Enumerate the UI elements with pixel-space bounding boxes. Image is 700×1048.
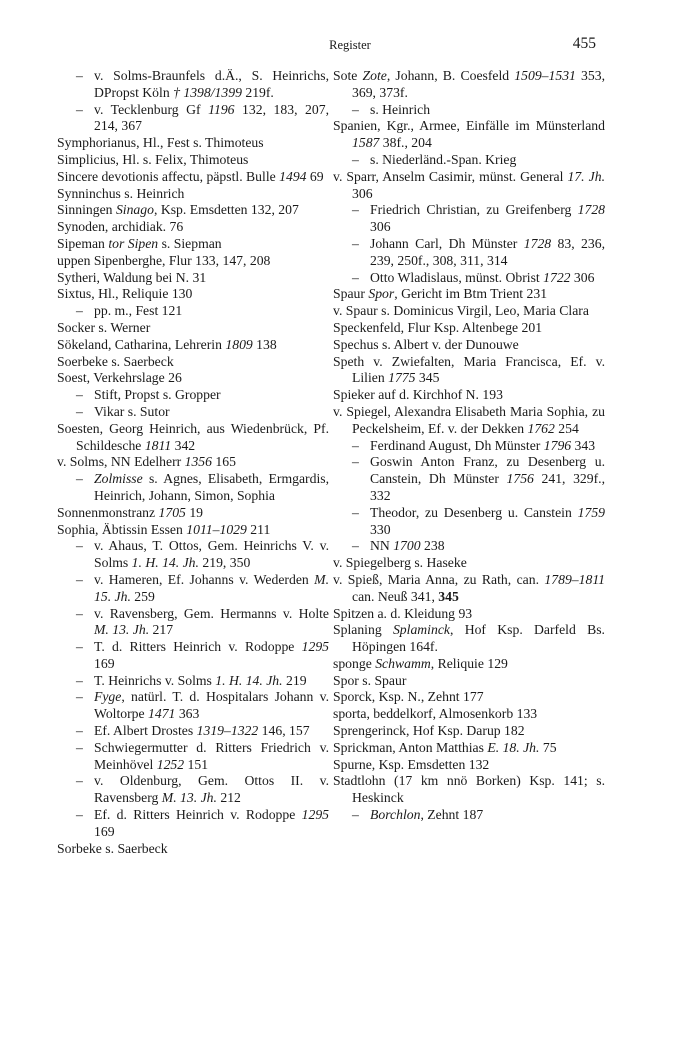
index-entry: Sökeland, Catharina, Lehrerin 1809 138 [57, 336, 277, 352]
index-subentry: – v. Ravensberg, Gem. Hermanns v. Holte M. 13. Jh. 217 [76, 605, 329, 638]
index-entry: Sonnenmonstranz 1705 19 [57, 504, 203, 520]
index-entry: v. Solms, NN Edelherr 1356 165 [57, 454, 236, 470]
index-subentry: – v. Ahaus, T. Ottos, Gem. Heinrichs V. v. Solms 1. H. 14. Jh. 219, 350 [76, 538, 329, 571]
index-entry: Soest, Verkehrslage 26 [57, 370, 182, 386]
index-entry: Sprickman, Anton Matthias E. 18. Jh. 75 [333, 739, 557, 755]
running-head: Register [329, 38, 371, 52]
index-entry: Spitzen a. d. Kleidung 93 [333, 605, 473, 621]
index-entry: Sorbeke s. Saerbeck [57, 840, 168, 856]
index-entry: Synoden, archidiak. 76 [57, 219, 184, 235]
index-entry: Sixtus, Hl., Reliquie 130 [57, 286, 193, 302]
index-entry: v. Spieß, Maria Anna, zu Rath, can. 1789–1811 can. Neuß 341, 345 [333, 571, 605, 604]
index-subentry: – Ferdinand August, Dh Münster 1796 343 [352, 437, 596, 453]
index-entry: Sophia, Äbtissin Essen 1011–1029 211 [57, 521, 271, 537]
index-subentry: – s. Heinrich [352, 101, 431, 117]
index-entry: sporta, beddelkorf, Almosenkorb 133 [333, 706, 538, 722]
index-column-right [333, 68, 605, 824]
index-subentry: – v. Hameren, Ef. Johanns v. Wederden M. 15. Jh. 259 [76, 571, 329, 604]
index-entry: Spaur Spor, Gericht im Btm Trient 231 [333, 286, 548, 302]
index-subentry: – Ef. Albert Drostes 1319–1322 146, 157 [76, 723, 310, 739]
index-entry: Splaning Splaminck, Hof Ksp. Darfeld Bs. Höpingen 164f. [333, 622, 605, 655]
index-entry: v. Spiegelberg s. Haseke [333, 555, 467, 571]
index-entry: sponge Schwamm, Reliquie 129 [333, 655, 508, 671]
index-entry: Synninchus s. Heinrich [57, 185, 185, 201]
index-entry: v. Spiegel, Alexandra Elisabeth Maria Sophia, zu Peckelsheim, Ef. v. der Dekken 1762 254 [333, 403, 605, 436]
index-entry: Sote Zote, Johann, B. Coesfeld 1509–1531 353, 369, 373f. [333, 68, 605, 100]
index-entry: Symphorianus, Hl., Fest s. Thimoteus [57, 135, 264, 151]
index-entry: Sytheri, Waldung bei N. 31 [57, 269, 207, 285]
index-subentry: – Theodor, zu Desenberg u. Canstein 1759 330 [352, 504, 605, 537]
index-entry: Speckenfeld, Flur Ksp. Altenbege 201 [333, 319, 543, 335]
index-entry: Speth v. Zwiefalten, Maria Francisca, Ef. v. Lilien 1775 345 [333, 353, 605, 386]
index-entry: Spieker auf d. Kirchhof N. 193 [333, 387, 503, 403]
index-entry: Soesten, Georg Heinrich, aus Wiedenbrück, Pf. Schildesche 1811 342 [57, 420, 329, 453]
index-subentry: – T. Heinrichs v. Solms 1. H. 14. Jh. 219 [76, 672, 307, 688]
index-subentry: – v. Oldenburg, Gem. Ottos II. v. Ravensberg M. 13. Jh. 212 [76, 773, 329, 806]
index-subentry: – s. Niederländ.-Span. Krieg [352, 151, 517, 167]
index-subentry: – Vikar s. Sutor [76, 403, 170, 419]
index-subentry: – v. Solms-Braunfels d.Ä., S. Heinrichs, DPropst Köln † 1398/1399 219f. [76, 68, 329, 100]
index-entry: Sincere devotionis affectu, päpstl. Bulle 1494 69 [57, 168, 324, 184]
index-entry: Socker s. Werner [57, 319, 151, 335]
index-subentry: – Otto Wladislaus, münst. Obrist 1722 306 [352, 269, 595, 285]
index-entry: Stadtlohn (17 km nnö Borken) Ksp. 141; s. Heskinck [333, 773, 605, 806]
index-subentry: – Goswin Anton Franz, zu Desenberg u. Canstein, Dh Münster 1756 241, 329f., 332 [352, 454, 606, 503]
index-entry: Sprengerinck, Hof Ksp. Darup 182 [333, 723, 525, 739]
index-entry: v. Sparr, Anselm Casimir, münst. General 17. Jh. 306 [333, 168, 605, 201]
index-entry: Spor s. Spaur [333, 672, 407, 688]
index-subentry: – Schwiegermutter d. Ritters Friedrich v. Meinhövel 1252 151 [76, 739, 329, 772]
page-header [0, 35, 700, 58]
index-subentry: – T. d. Ritters Heinrich v. Rodoppe 1295 169 [76, 639, 329, 671]
index-subentry: – Johann Carl, Dh Münster 1728 83, 236, 239, 250f., 308, 311, 314 [352, 235, 605, 268]
index-subentry: – v. Tecklenburg Gf 1196 132, 183, 207, 214, 367 [76, 101, 329, 134]
index-subentry: – Friedrich Christian, zu Greifenberg 1728 306 [352, 202, 605, 235]
index-subentry: – Ef. d. Ritters Heinrich v. Rodoppe 1295 169 [76, 807, 329, 839]
index-entry: v. Spaur s. Dominicus Virgil, Leo, Maria Clara [333, 303, 589, 319]
index-column-left [57, 68, 329, 857]
index-subentry: – Fyge, natürl. T. d. Hospitalars Johann v. Woltorpe 1471 363 [76, 689, 329, 722]
index-subentry: – Borchlon, Zehnt 187 [352, 807, 484, 823]
index-entry: Sinningen Sinago, Ksp. Emsdetten 132, 207 [57, 202, 299, 218]
index-entry: uppen Sipenberghe, Flur 133, 147, 208 [57, 252, 271, 268]
index-entry: Soerbeke s. Saerbeck [57, 353, 174, 369]
index-entry: Sipeman tor Sipen s. Siepman [57, 235, 222, 251]
index-entry: Spechus s. Albert v. der Dunouwe [333, 336, 519, 352]
index-entry: Sporck, Ksp. N., Zehnt 177 [333, 689, 484, 705]
index-entry: Spanien, Kgr., Armee, Einfälle im Münsterland 1587 38f., 204 [333, 118, 605, 151]
index-entry: Simplicius, Hl. s. Felix, Thimoteus [57, 151, 249, 167]
index-entry: Spurne, Ksp. Emsdetten 132 [333, 756, 490, 772]
page-number: 455 [572, 35, 596, 52]
index-subentry: – pp. m., Fest 121 [76, 303, 183, 319]
index-subentry: – Zolmisse s. Agnes, Elisabeth, Ermgardis, Heinrich, Johann, Simon, Sophia [76, 471, 329, 503]
index-subentry: – Stift, Propst s. Gropper [76, 387, 221, 403]
index-subentry: – NN 1700 238 [352, 538, 445, 554]
